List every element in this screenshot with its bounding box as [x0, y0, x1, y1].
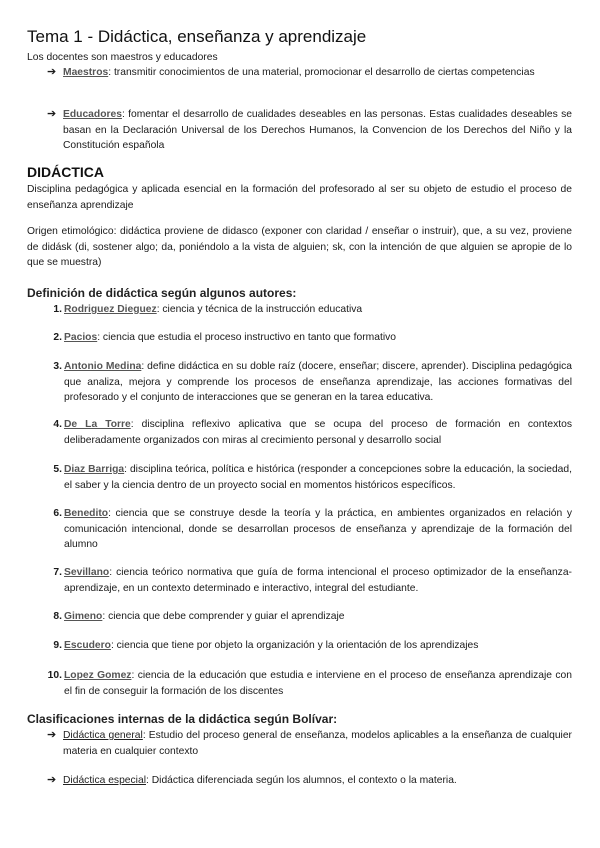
- author-number: 6.: [53, 508, 62, 519]
- author-number: 9.: [53, 640, 62, 651]
- arrow-bullet-icon: ➔: [47, 774, 57, 786]
- role-item-educadores: [47, 107, 572, 154]
- author-number: 8.: [53, 611, 62, 622]
- author-number: 3.: [53, 361, 62, 372]
- author-item: [42, 668, 572, 699]
- role-term: Educadores: [63, 109, 122, 120]
- author-name: Pacios: [64, 332, 98, 343]
- author-number: 10.: [47, 670, 62, 681]
- author-item: [42, 417, 572, 448]
- role-text: : fomentar el desarrollo de cualidades deseables en las personas. Estas cualidades deseables se basan en la Declaración Universal de los Derechos Humanos, la Convencion de los Derechos del Niño y la Constitución española: [63, 109, 572, 152]
- author-name: De La Torre: [64, 419, 131, 430]
- author-item: [42, 638, 572, 654]
- author-number: 1.: [53, 304, 62, 315]
- author-item: [42, 565, 572, 596]
- arrow-bullet-icon: ➔: [47, 66, 57, 78]
- author-text: : ciencia que estudia el proceso instructivo en tanto que formativo: [97, 332, 396, 343]
- author-name: Benedito: [64, 508, 109, 519]
- author-number: 7.: [53, 567, 62, 578]
- author-name: Sevillano: [64, 567, 110, 578]
- role-term: Maestros: [63, 67, 109, 78]
- author-name: Escudero: [64, 640, 111, 651]
- classifications-heading: Clasificaciones internas de la didáctica según Bolívar:: [27, 712, 338, 726]
- author-text: : ciencia de la educación que estudia e interviene en el proceso de enseñanza aprendizaje con el fin de conseguir la formación de los discentes: [64, 670, 572, 697]
- intro-text: Los docentes son maestros y educadores: [27, 52, 218, 63]
- author-number: 2.: [53, 332, 62, 343]
- author-item: [42, 302, 572, 318]
- role-item-maestros: [47, 65, 572, 81]
- classification-item: [47, 773, 572, 789]
- author-text: : ciencia que se construye desde la teoría y la práctica, en ambientes organizados en relación y comunicación intencional, donde se desarrollan procesos de enseñanza y aprendizaje de la formación del alumno: [64, 508, 572, 551]
- etymology-text: Origen etimológico: didáctica proviene de didasco (exponer con claridad / enseñar o instruir), que, a su vez, proviene de didásk (di, sostener algo; da, poniéndolo a la vista de alguien; sk, con la intención de que alguien se apropie de lo que se muestra): [27, 226, 572, 269]
- author-name: Diaz Barriga: [64, 464, 125, 475]
- author-item: [42, 609, 572, 625]
- author-item: [42, 506, 572, 553]
- section-heading: DIDÁCTICA: [27, 164, 104, 180]
- author-text: : ciencia que debe comprender y guiar el aprendizaje: [102, 611, 345, 622]
- author-name: Gimeno: [64, 611, 103, 622]
- author-name: Antonio Medina: [64, 361, 142, 372]
- classification-item: [47, 728, 572, 759]
- author-text: : define didáctica en su doble raíz (docere, enseñar; discere, aprender). Disciplina pedagógica que analiza, mejora y comprende los procesos de enseñanza aprendizaje, las acciones formativas del profesorado y el conjunto de interacciones que se generan en la tarea educativa.: [64, 361, 573, 404]
- author-item: [42, 330, 572, 346]
- classification-text: : Estudio del proceso general de enseñanza, modelos aplicables a la enseñanza de cualquier materia en cualquier contexto: [63, 730, 572, 757]
- author-number: 4.: [53, 419, 62, 430]
- author-text: : disciplina reflexivo aplicativa que se ocupa del proceso de formación en contextos deliberadamente organizados con miras al crecimiento personal y desarrollo social: [64, 419, 572, 446]
- authors-heading: Definición de didáctica según algunos autores:: [27, 286, 297, 300]
- classification-term: Didáctica general: [63, 730, 143, 741]
- author-text: : ciencia teórico normativa que guía de forma intencional el proceso optimizador de la enseñanza-aprendizaje, en un contexto determinado e interactivo, integral del estudiante.: [64, 567, 572, 594]
- arrow-bullet-icon: ➔: [47, 729, 57, 741]
- author-text: : ciencia que tiene por objeto la organización y la orientación de los aprendizajes: [110, 640, 479, 651]
- page-title: Tema 1 - Didáctica, enseñanza y aprendizaje: [27, 27, 367, 46]
- role-text: : transmitir conocimientos de una material, promocionar el desarrollo de ciertas competencias: [108, 67, 535, 78]
- author-name: Lopez Gomez: [64, 670, 132, 681]
- author-text: : ciencia y técnica de la instrucción educativa: [156, 304, 363, 315]
- author-item: [42, 462, 572, 493]
- definition-text: Disciplina pedagógica y aplicada esencial en la formación del profesorado al ser su objeto de estudio el proceso de enseñanza aprendizaje: [27, 184, 572, 211]
- arrow-bullet-icon: ➔: [47, 108, 57, 120]
- author-text: : disciplina teórica, política e histórica (responder a concepciones sobre la educación, la sociedad, el saber y la ciencia dentro de un proyecto social en momentos históricos específicos.: [64, 464, 572, 491]
- author-name: Rodriguez Dieguez: [64, 304, 157, 315]
- author-number: 5.: [53, 464, 62, 475]
- classification-term: Didáctica especial: [63, 775, 146, 786]
- classification-text: : Didáctica diferenciada según los alumnos, el contexto o la materia.: [146, 775, 457, 786]
- author-item: [42, 359, 572, 406]
